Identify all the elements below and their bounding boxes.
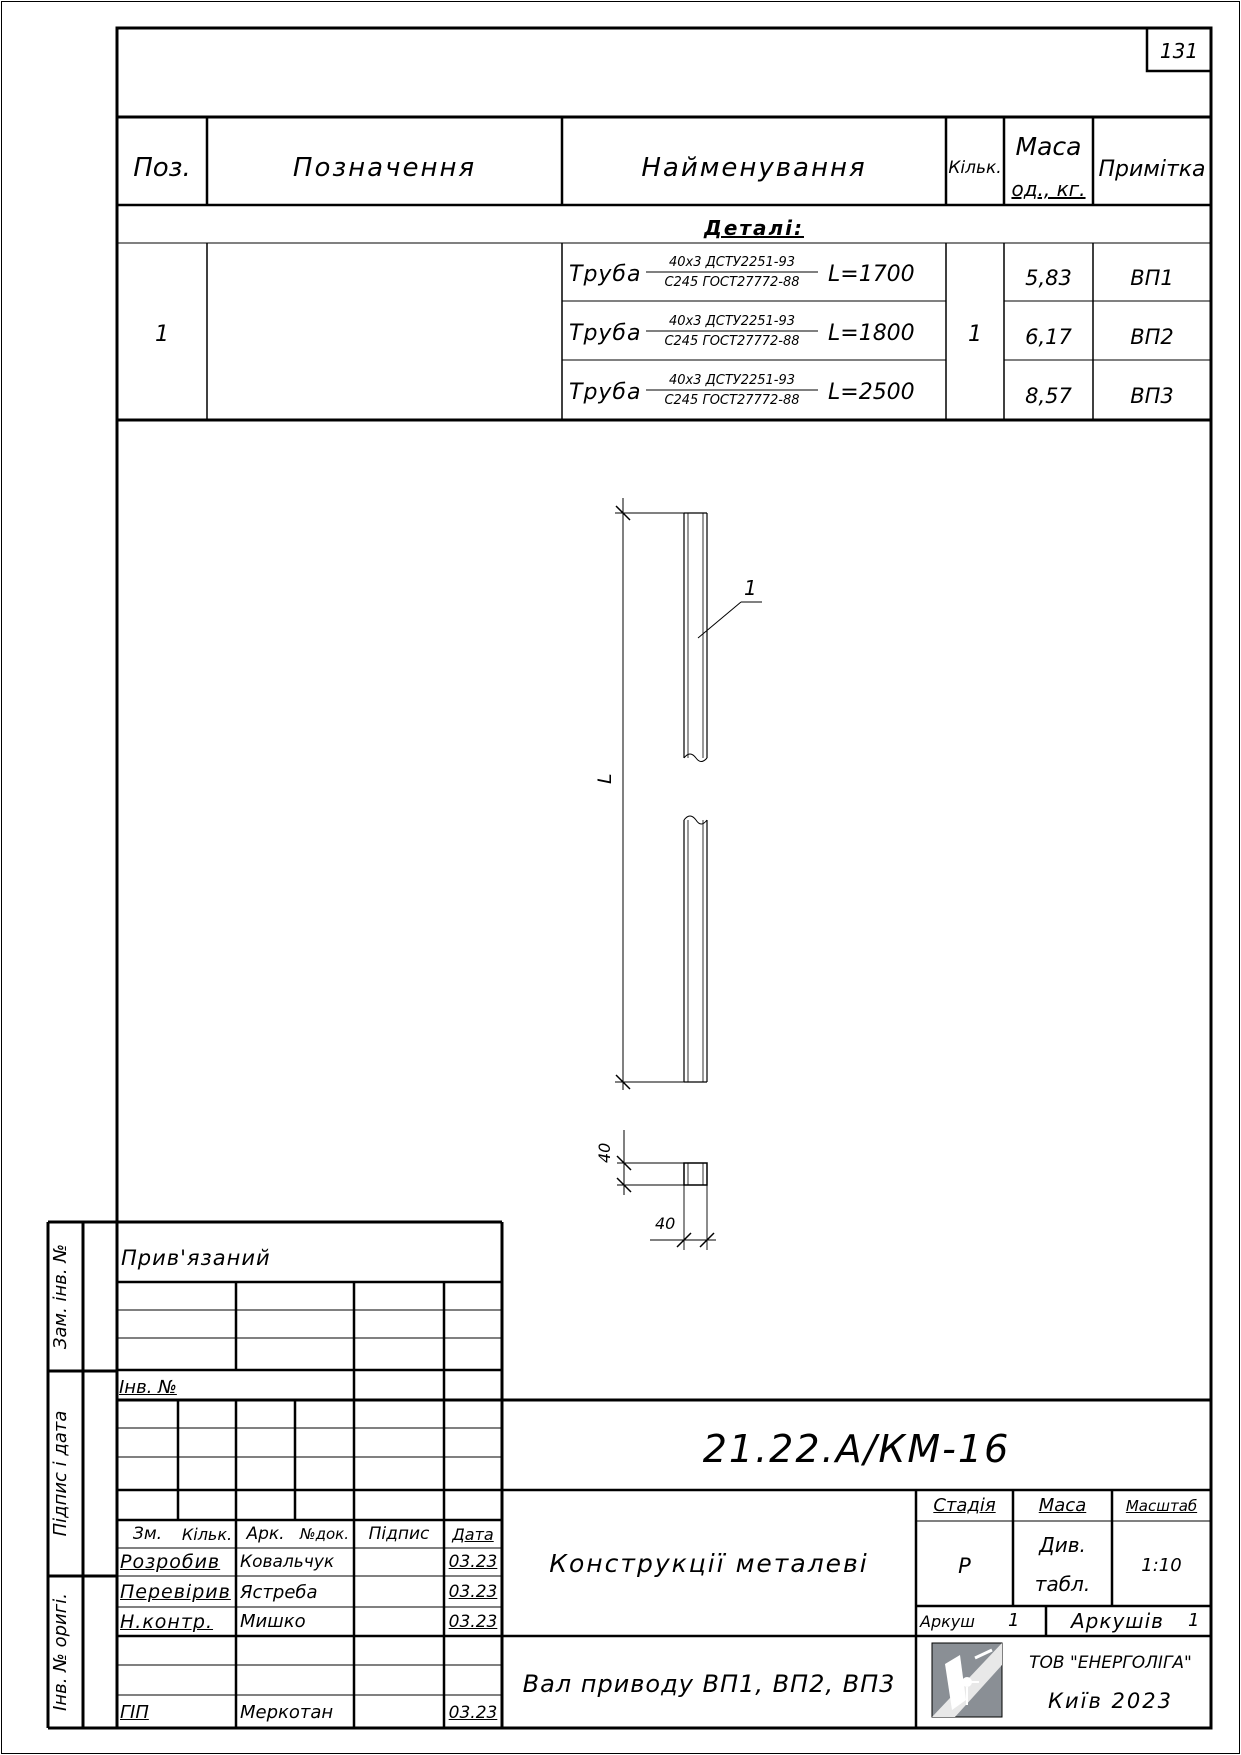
header-qty: Кільк. [948, 158, 1002, 178]
sheet-value: 1 [1008, 1610, 1020, 1631]
group-pos: 1 [155, 322, 169, 347]
date-developer: 03.23 [448, 1552, 498, 1572]
name-developer: Ковальчук [240, 1552, 335, 1572]
section-dimension-vertical: 40 [595, 1142, 614, 1163]
company-logo-icon [932, 1643, 1002, 1717]
sheets-value: 1 [1188, 1610, 1200, 1631]
header-name: Найменування [641, 153, 867, 183]
row-mass: 6,17 [1025, 325, 1072, 349]
sheet-label: Аркуш [920, 1612, 975, 1631]
stage-value: Р [958, 1554, 971, 1578]
row-spec-bottom: С245 ГОСТ27772-88 [664, 393, 800, 408]
row-note: ВП1 [1130, 266, 1174, 290]
company-name: ТОВ "ЕНЕРГОЛІГА" [1029, 1653, 1192, 1673]
row-length: L=1700 [828, 262, 915, 287]
header-mass: Маса [1015, 132, 1082, 161]
date-checker: 03.23 [448, 1582, 498, 1602]
project-name: Конструкції металеві [549, 1549, 869, 1578]
date-norm-control: 03.23 [448, 1612, 498, 1632]
row-spec-top: 40x3 ДСТУ2251-93 [668, 373, 796, 388]
city-year: Київ 2023 [1048, 1689, 1173, 1713]
row-mass: 5,83 [1025, 266, 1072, 290]
scale-label: Масштаб [1125, 1497, 1198, 1515]
role-developer: Розробив [120, 1551, 221, 1573]
drawing-name: Вал приводу ВП1, ВП2, ВП3 [522, 1670, 896, 1698]
mass-label: Маса [1038, 1495, 1087, 1516]
sheet-number: 131 [1159, 39, 1199, 63]
col-date: Дата [452, 1525, 494, 1544]
name-chief-engineer: Меркотан [240, 1702, 334, 1723]
col-qty: Кільк. [181, 1525, 233, 1544]
sheets-label: Аркушів [1071, 1609, 1164, 1633]
stamp-replaced-inv: Зам. інв. № [50, 1243, 71, 1350]
role-norm-control: Н.контр. [120, 1611, 214, 1633]
stage-label: Стадія [933, 1495, 996, 1516]
section-dimension-horizontal: 40 [655, 1214, 676, 1233]
stamp-orig-inv: Інв. № оригі. [50, 1593, 71, 1711]
leader-label: 1 [744, 576, 757, 600]
mass-value-line1: Див. [1039, 1533, 1086, 1557]
row-item: Труба [569, 262, 642, 287]
length-dimension-label: L [594, 773, 616, 784]
header-designation: Позначення [292, 153, 477, 183]
section-title: Деталі: [704, 216, 804, 240]
row-note: ВП3 [1130, 384, 1174, 408]
inv-label: Інв. № [119, 1377, 177, 1398]
mass-value-line2: табл. [1034, 1572, 1091, 1596]
row-spec-top: 40x3 ДСТУ2251-93 [668, 255, 796, 270]
row-item: Труба [569, 321, 642, 346]
role-chief-engineer: ГІП [120, 1702, 149, 1723]
role-checker: Перевірив [120, 1581, 231, 1603]
col-signature: Підпис [368, 1524, 430, 1544]
row-spec-top: 40x3 ДСТУ2251-93 [668, 314, 796, 329]
col-doc-no: №док. [300, 1525, 349, 1543]
col-sheet: Арк. [246, 1524, 285, 1544]
group-qty: 1 [968, 322, 982, 347]
header-pos: Поз. [133, 153, 191, 183]
bound-title: Прив'язаний [121, 1246, 271, 1270]
row-item: Труба [569, 380, 642, 405]
stamp-sign-date: Підпис і дата [50, 1410, 71, 1537]
row-length: L=2500 [828, 380, 915, 405]
date-chief-engineer: 03.23 [448, 1703, 498, 1723]
row-note: ВП2 [1130, 325, 1174, 349]
doc-code: 21.22.А/КМ-16 [702, 1427, 1011, 1471]
header-note: Примітка [1098, 157, 1206, 182]
row-mass: 8,57 [1025, 384, 1072, 408]
row-length: L=1800 [828, 321, 915, 346]
row-spec-bottom: С245 ГОСТ27772-88 [664, 275, 800, 290]
row-spec-bottom: С245 ГОСТ27772-88 [664, 334, 800, 349]
name-norm-control: Мишко [240, 1611, 306, 1632]
name-checker: Ястреба [240, 1582, 318, 1603]
col-change: Зм. [132, 1524, 163, 1544]
header-mass-unit: од., кг. [1011, 177, 1086, 201]
scale-value: 1:10 [1141, 1555, 1182, 1576]
